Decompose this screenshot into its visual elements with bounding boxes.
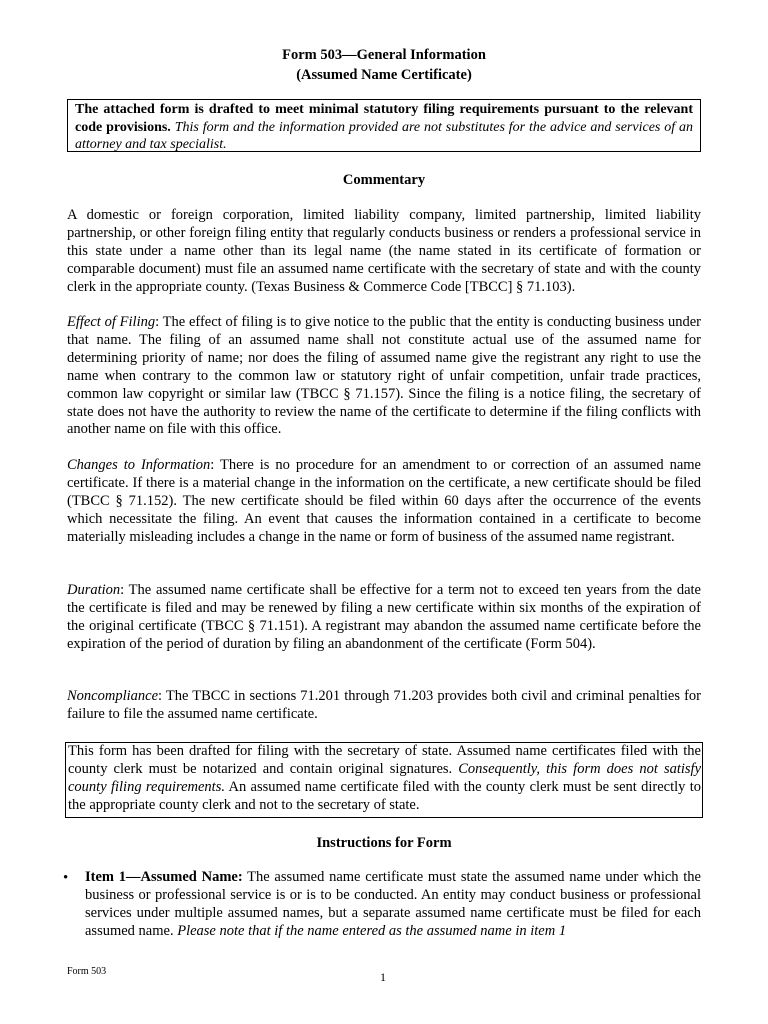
- page-number: 1: [380, 970, 386, 984]
- noncompliance-paragraph: [67, 688, 701, 724]
- duration-label: Duration: [67, 582, 121, 598]
- noncompliance-label: Noncompliance: [67, 688, 159, 704]
- form-title: Form 503—General Information: [282, 47, 486, 63]
- footer-form-label: Form 503: [67, 966, 107, 977]
- county-box-text: This form has been drafted for filing with the secretary of state. Assumed name certificates filed with the county clerk must be notarized and contain original signatures.: [68, 743, 701, 777]
- item1-paragraph: [85, 869, 701, 941]
- changes-label: Changes to Information: [67, 457, 211, 473]
- item1-italic: Please note that if the name entered as the assumed name in item 1: [177, 922, 567, 939]
- noncompliance-text: : The TBCC in sections 71.201 through 71.203 provides both civil and criminal penalties for failure to file the assumed name certificate.: [67, 688, 701, 722]
- notice-bold-text: The attached form is drafted to meet minimal statutory filing requirements pursuant to the relevant code provisions.: [75, 102, 693, 135]
- notice-box: [67, 99, 701, 152]
- duration-text: : The assumed name certificate shall be effective for a term not to exceed ten years from the date the certificate is filed and may be renewed by filing a new certificate within six months of the expiration of the original certificate (TBCC § 71.151). A registrant may abandon the assumed name certificate before the expiration of the period of duration by filing an abandonment of the certificate (Form 504).: [67, 582, 701, 652]
- item1-label: Item 1—Assumed Name:: [85, 869, 243, 885]
- county-box-text-end: An assumed name certificate filed with the county clerk must be sent directly to the appropriate county clerk and not to the secretary of state.: [68, 778, 702, 813]
- changes-paragraph: [67, 457, 701, 547]
- item1-text: The assumed name certificate must state the assumed name under which the business or professional service is or is to be conducted. An entity may conduct business or professional services under multiple assumed names, but a separate assumed name certificate must be filed for each assumed name.: [85, 869, 701, 939]
- bullet-icon: •: [63, 870, 69, 886]
- county-box-italic: Consequently, this form does not satisfy county filing requirements.: [68, 760, 702, 795]
- changes-text: : There is no procedure for an amendment to or correction of an assumed name certificate. If there is a material change in the information on the certificate, a new certificate should be filed (TBCC § 71.152). The new certificate should be filed within 60 days after the occurrence of the events which necessitate the filing. An event that causes the information contained in a certificate to become materially misleading includes a change in the name or form of business of the assumed name registrant.: [67, 457, 701, 545]
- commentary-intro-paragraph: A domestic or foreign corporation, limited liability company, limited partnership, limited liability partnership, or other foreign filing entity that regularly conducts business or renders a professional service in this state under a name other than its legal name (the name stated in its certificate of formation or comparable document) must file an assumed name certificate with the secretary of state and with the county clerk in the appropriate county. (Texas Business & Commerce Code [TBCC] § 71.103).: [67, 207, 701, 295]
- effect-of-filing-text: : The effect of filing is to give notice to the public that the entity is conducting business under that name. The filing of an assumed name shall not constitute actual use of the assumed name for determining priority of name; nor does the filing of assumed name give the registrant any right to use the name when contrary to the common law or statutory right of unfair competition, unfair trade practices, common law copyright or similar law (TBCC § 71.157). Since the filing is a notice filing, the secretary of state does not have the authority to review the name of the certificate to determine if the filing conflicts with another name on file with this office.: [67, 314, 701, 438]
- commentary-heading: Commentary: [342, 172, 426, 188]
- duration-paragraph: [67, 582, 701, 654]
- county-filing-box: [65, 742, 703, 818]
- notice-italic-text: This form and the information provided are not substitutes for the advice and services of an attorney and tax specialist.: [75, 119, 694, 153]
- effect-of-filing-label: Effect of Filing: [67, 314, 156, 330]
- instructions-heading: Instructions for Form: [316, 835, 452, 851]
- effect-of-filing-paragraph: [67, 314, 701, 439]
- form-subtitle: (Assumed Name Certificate): [296, 67, 472, 83]
